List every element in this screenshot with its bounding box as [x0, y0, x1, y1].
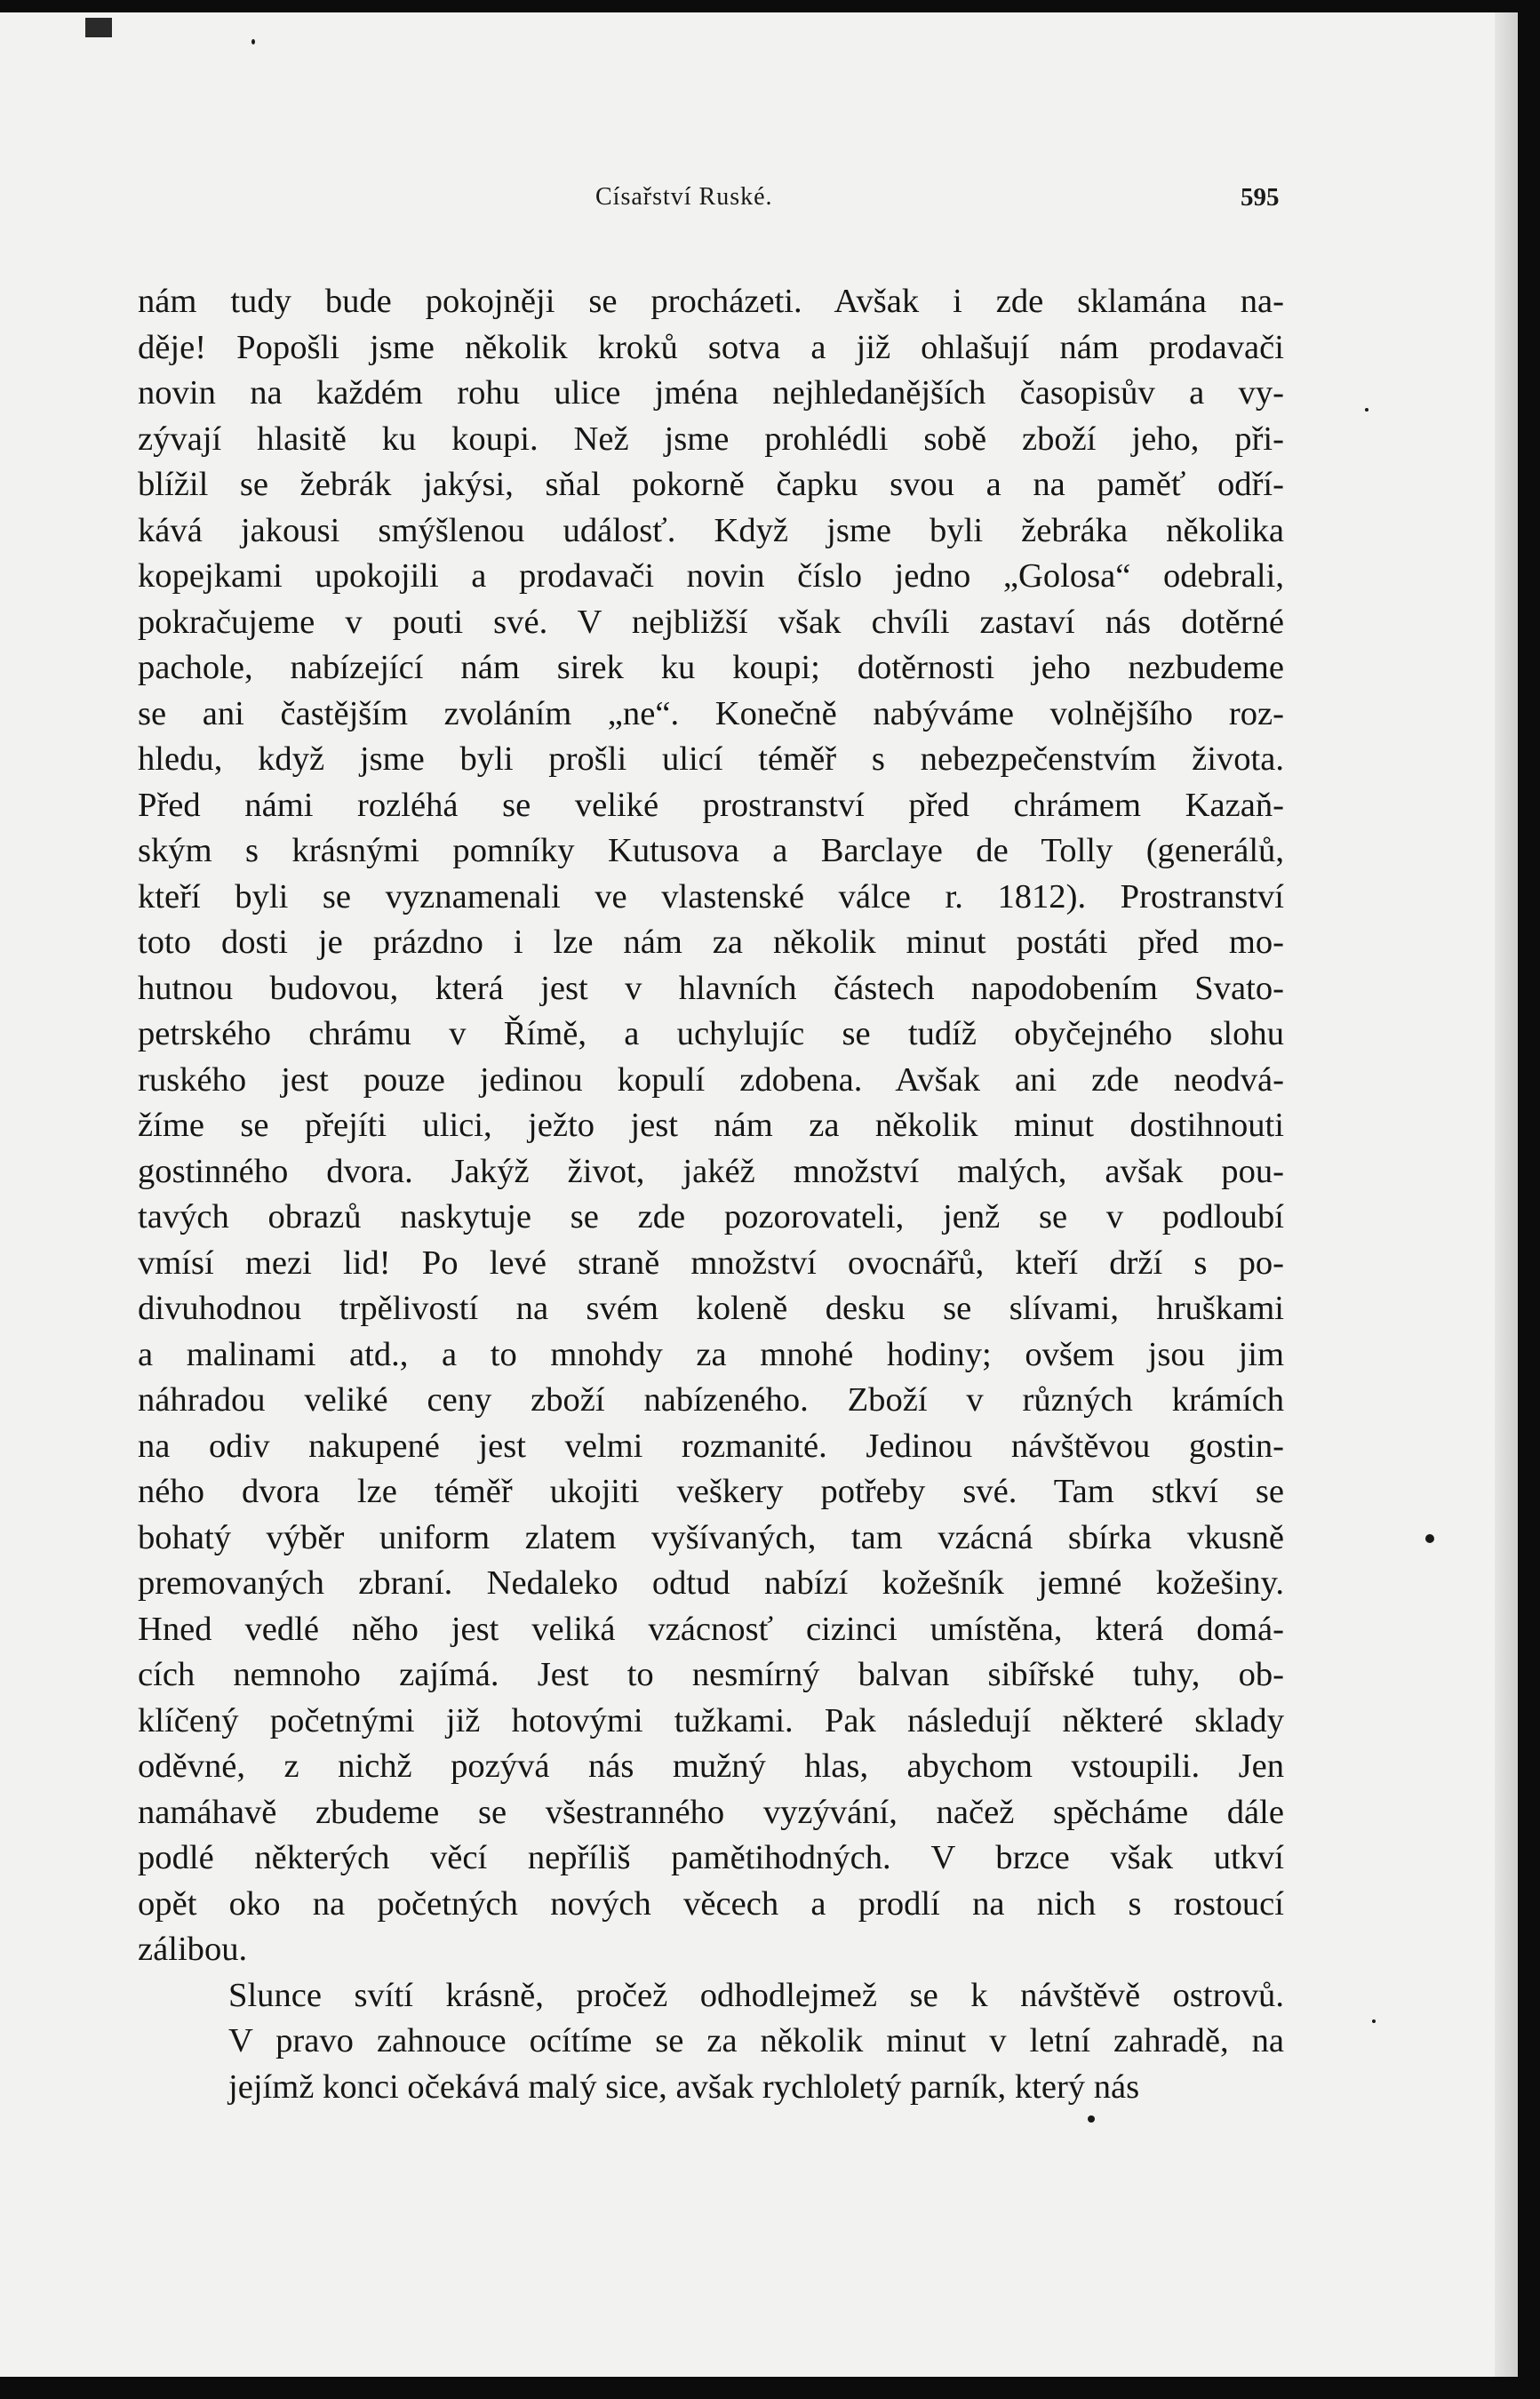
- text-line: děje! Popošli jsme několik kroků sotva a již ohlašují nám prodavači: [138, 328, 1284, 366]
- text-line: hledu, když jsme byli prošli ulicí téměř s nebezpečenstvím života.: [138, 740, 1284, 778]
- text-line: oděvné, z nichž pozývá nás mužný hlas, abychom vstoupili. Jen: [138, 1747, 1284, 1785]
- page-header: [0, 183, 1518, 228]
- paragraph-1: [138, 279, 1284, 1973]
- text-line: kteří byli se vyznamenali ve vlastenské válce r. 1812). Prostranství: [138, 877, 1284, 916]
- text-line: novin na každém rohu ulice jména nejhledanějších časopisův a vy-: [138, 374, 1284, 412]
- text-line: zálibou.: [138, 1931, 248, 1968]
- text-line: ného dvora lze téměř ukojiti veškery potřeby své. Tam stkví se: [138, 1473, 1284, 1510]
- text-line: podlé některých věcí nepříliš pamětihodných. V brzce však utkví: [138, 1839, 1284, 1876]
- text-line: cích nemnoho zajímá. Jest to nesmírný balvan sibířské tuhy, ob-: [138, 1656, 1284, 1693]
- text-line: ruského jest pouze jedinou kopulí zdobena. Avšak ani zde neodvá-: [138, 1060, 1284, 1099]
- text-line: gostinného dvora. Jakýž život, jakéž množství malých, avšak pou-: [138, 1152, 1284, 1190]
- text-line: opět oko na početných nových věcech a prodlí na nich s rostoucí: [138, 1884, 1284, 1923]
- text-line: ským s krásnými pomníky Kutusova a Barclaye de Tolly (generálů,: [138, 832, 1284, 869]
- text-line: náhradou veliké ceny zboží nabízeného. Zboží v různých krámích: [138, 1381, 1284, 1419]
- text-line: pokračujeme v pouti své. V nejbližší však chvíli zastaví nás dotěrné: [138, 603, 1284, 641]
- text-line: zývají hlasitě ku koupi. Než jsme prohlédli sobě zboží jeho, při-: [138, 420, 1284, 458]
- text-line: blížil se žebrák jakýsi, sňal pokorně čapku svou a na paměť odří-: [138, 466, 1284, 503]
- paragraph-2: [138, 1973, 1284, 2111]
- book-page: [0, 12, 1518, 2377]
- print-speck: [251, 39, 255, 44]
- running-title: Císařství Ruské.: [595, 183, 773, 211]
- text-line: toto dosti je prázdno i lze nám za několik minut postáti před mo-: [138, 924, 1284, 961]
- text-line: bohatý výběr uniform zlatem vyšívaných, tam vzácná sbírka vkusně: [138, 1518, 1284, 1556]
- text-line: a malinami atd., a to mnohdy za mnohé hodiny; ovšem jsou jim: [138, 1335, 1284, 1373]
- text-line: premovaných zbraní. Nedaleko odtud nabízí kožešník jemné kožešiny.: [138, 1564, 1284, 1602]
- text-line: Hned vedlé něho jest veliká vzácnosť cizinci umístěna, která domá-: [138, 1610, 1284, 1648]
- text-line: jejímž konci očekává malý sice, avšak rychloletý parník, který nás: [228, 2067, 1140, 2106]
- text-line: na odiv nakupené jest velmi rozmanité. Jedinou návštěvou gostin-: [138, 1427, 1284, 1465]
- text-line: se ani častějším zvoláním „ne“. Konečně nabýváme volnějšího roz-: [138, 694, 1284, 732]
- print-speck: [1372, 2019, 1376, 2023]
- scan-corner-mark: [85, 18, 112, 37]
- print-speck: [1425, 1534, 1434, 1543]
- text-line: vmísí mezi lid! Po levé straně množství ovocnářů, kteří drží s po-: [138, 1243, 1284, 1282]
- text-line: kopejkami upokojili a prodavači novin číslo jedno „Golosa“ odebrali,: [138, 557, 1284, 595]
- text-line: divuhodnou trpělivostí na svém koleně desku se slívami, hruškami: [138, 1290, 1284, 1327]
- text-line: Slunce svítí krásně, pročež odhodlejmež se k návštěvě ostrovů.: [228, 1976, 1284, 2014]
- text-line: žíme se přejíti ulici, ježto jest nám za několik minut dostihnouti: [138, 1107, 1284, 1144]
- print-speck: [1088, 2115, 1095, 2123]
- page-number: 595: [1241, 183, 1280, 212]
- text-line: petrského chrámu v Římě, a uchylujíc se tudíž obyčejného slohu: [138, 1015, 1284, 1052]
- text-line: klíčený početnými již hotovými tužkami. Pak následují některé sklady: [138, 1701, 1284, 1739]
- text-line: tavých obrazů naskytuje se zde pozorovateli, jenž se v podloubí: [138, 1198, 1284, 1235]
- text-line: pachole, nabízející nám sirek ku koupi; dotěrnosti jeho nezbudeme: [138, 649, 1284, 686]
- page-edge-shadow: [1495, 12, 1518, 2377]
- text-line: nám tudy bude pokojněji se procházeti. Avšak i zde sklamána na-: [138, 283, 1284, 320]
- body-text: [138, 279, 1284, 2110]
- text-line: V pravo zahnouce ocítíme se za několik minut v letní zahradě, na: [228, 2022, 1284, 2059]
- text-line: Před námi rozléhá se veliké prostranství před chrámem Kazaň-: [138, 786, 1284, 824]
- text-line: kává jakousi smýšlenou událosť. Když jsme byli žebráka několika: [138, 511, 1284, 549]
- text-line: namáhavě zbudeme se všestranného vyzývání, načež spěcháme dále: [138, 1793, 1284, 1831]
- text-line: hutnou budovou, která jest v hlavních částech napodobením Svato-: [138, 969, 1284, 1007]
- print-speck: [1365, 408, 1368, 412]
